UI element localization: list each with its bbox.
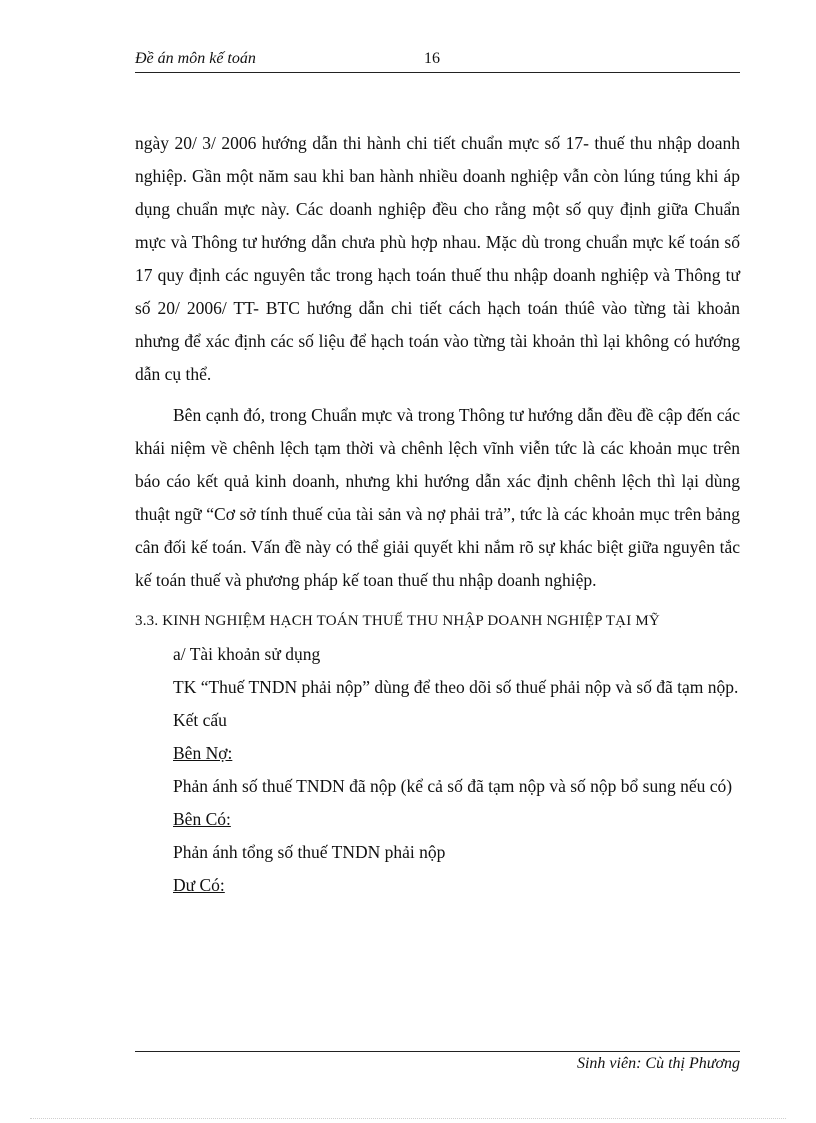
page-body	[135, 127, 740, 902]
account-description: TK “Thuế TNDN phải nộp” dùng để theo dõi số thuế phải nộp và số đã tạm nộp.	[173, 677, 739, 697]
credit-label: Bên Có:	[173, 809, 231, 829]
page-edge-divider	[30, 1118, 786, 1119]
balance-label: Dư Có:	[173, 875, 225, 895]
credit-text: Phản ánh tổng số thuế TNDN phải nộp	[173, 842, 446, 862]
paragraph-2: Bên cạnh đó, trong Chuẩn mực và trong Thông tư hướng dẫn đều đề cập đến các khái niệm về chênh lệch tạm thời và chênh lệch vĩnh viễn tức là các khoản mục trên báo cáo kết quả kinh doanh, nhưng khi hướng dẫn xác định chênh lệch thì lại dùng thuật ngữ “Cơ sở tính thuế của tài sản và nợ phải trả”, tức là các khoản mục trên bảng cân đối kế toán. Vấn đề này có thể giải quyết khi nắm rõ sự khác biệt giữa nguyên tắc kế toán thuế và phương pháp kế toan thuế thu nhập doanh nghiệp.	[135, 405, 740, 590]
debit-label: Bên Nợ:	[173, 743, 233, 763]
debit-text: Phản ánh số thuế TNDN đã nộp (kể cả số đã tạm nộp và số nộp bổ sung nếu có)	[173, 776, 733, 796]
header-title: Đề án môn kế toán	[135, 50, 256, 67]
paragraph-continued: ngày 20/ 3/ 2006 hướng dẫn thi hành chi tiết chuẩn mực số 17- thuế thu nhập doanh nghiệp. Gần một năm sau khi ban hành nhiều doanh nghiệp vẫn còn lúng túng khi áp dụng chuẩn mực này. Các doanh nghiệp đều cho rằng một số quy định giữa Chuẩn mực và Thông tư hướng dẫn chưa phù hợp nhau. Mặc dù trong chuẩn mực kế toán số 17 quy định các nguyên tắc trong hạch toán thuế thu nhập doanh nghiệp và Thông tư số 20/ 2006/ TT- BTC hướng dẫn chi tiết cách hạch toán thúê vào từng tài khoản nhưng để xác định các số liệu để hạch toán vào từng tài khoản thì lại không có hướng dẫn cụ thể.	[135, 133, 740, 384]
footer-author: Sinh viên: Cù thị Phương	[576, 1055, 740, 1072]
credit-label-line	[135, 803, 740, 836]
page-footer	[135, 1051, 740, 1073]
section-subheading: a/ Tài khoản sử dụng	[173, 644, 321, 664]
balance-label-line	[135, 869, 740, 902]
section-heading: 3.3. KINH NGHIỆM HẠCH TOÁN THUẾ THU NHẬP DOANH NGHIỆP TẠI MỸ	[135, 613, 660, 629]
page-number: 16	[424, 50, 440, 67]
debit-label-line	[135, 737, 740, 770]
structure-label: Kết cấu	[173, 710, 227, 730]
page-header	[135, 50, 740, 73]
